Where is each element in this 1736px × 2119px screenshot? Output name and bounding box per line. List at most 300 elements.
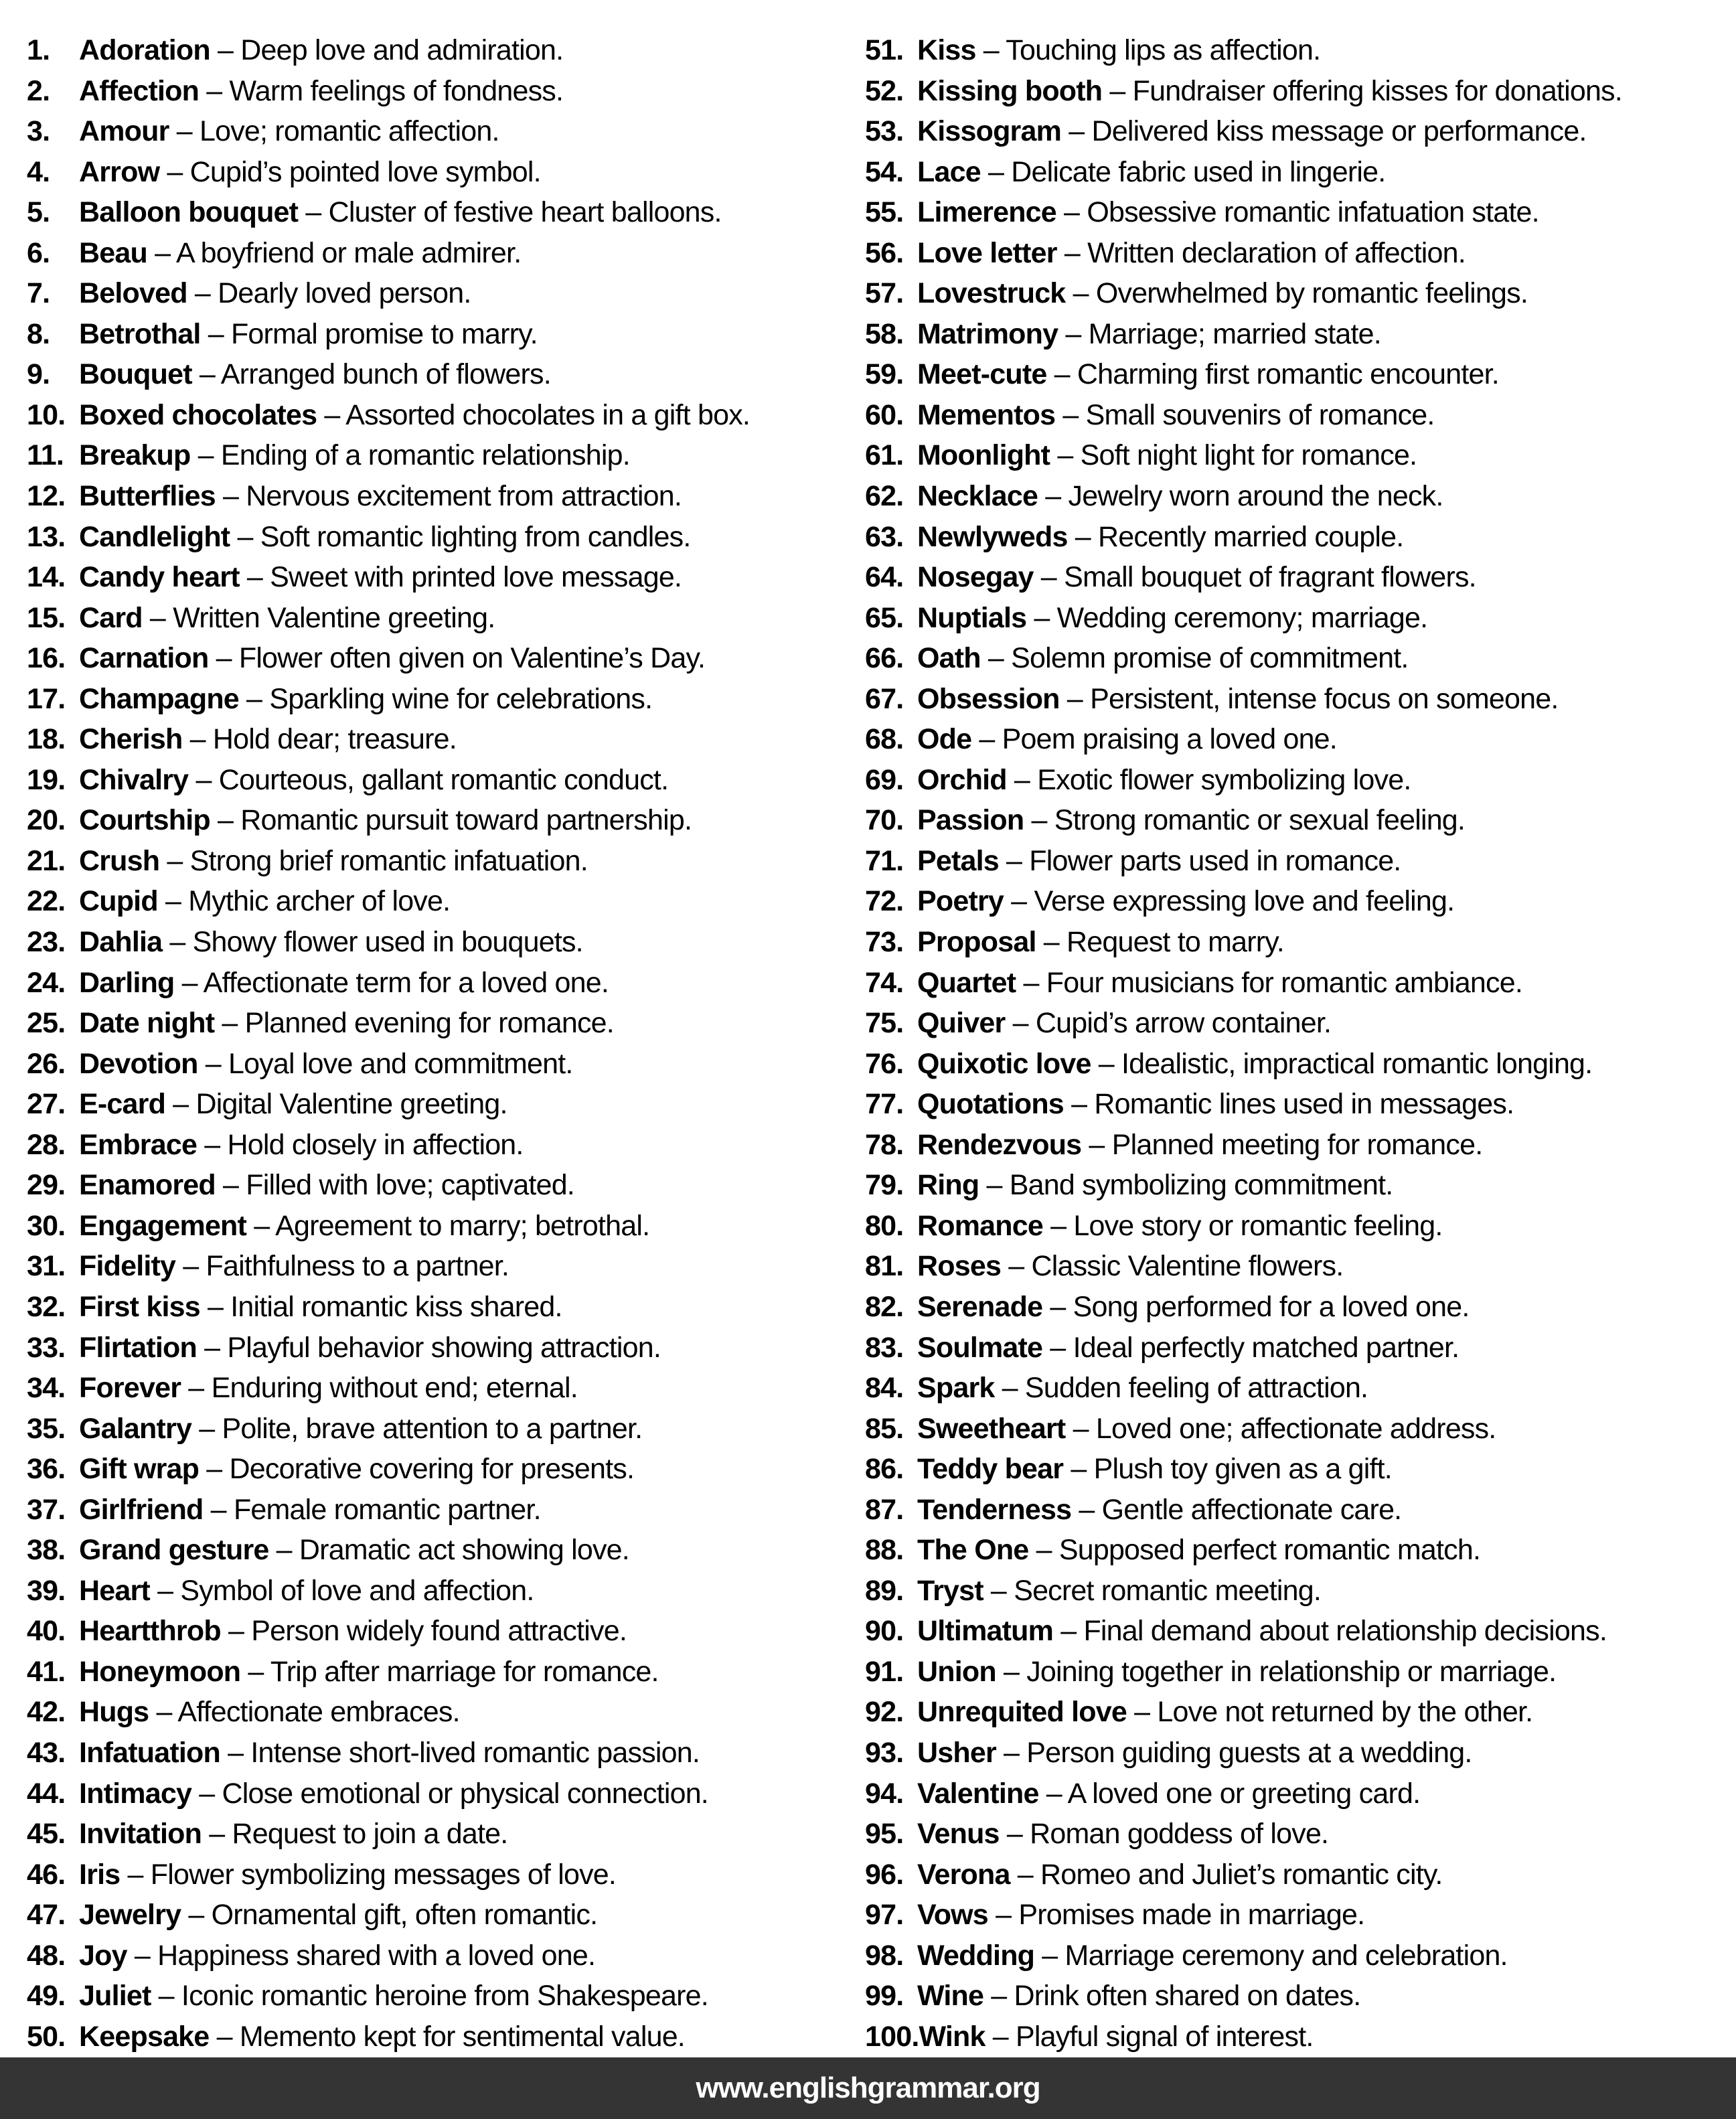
item-definition: – Written Valentine greeting. xyxy=(142,601,495,634)
item-text xyxy=(79,922,583,963)
item-term: Juliet xyxy=(79,1980,151,2013)
item-term: Proposal xyxy=(917,926,1036,959)
item-text xyxy=(917,1976,1360,2017)
item-term: Butterflies xyxy=(79,480,216,513)
list-item xyxy=(865,1328,1729,1368)
item-number: 18. xyxy=(27,723,66,756)
item-definition: – Agreement to marry; betrothal. xyxy=(246,1209,650,1242)
item-number: 35. xyxy=(27,1412,66,1445)
item-term: Quartet xyxy=(917,966,1016,999)
item-definition: – Romeo and Juliet’s romantic city. xyxy=(1010,1858,1443,1891)
item-number: 51. xyxy=(865,34,904,66)
list-item xyxy=(27,1530,865,1571)
item-number: 36. xyxy=(27,1453,66,1486)
item-number: 14. xyxy=(27,561,66,594)
item-number: 62. xyxy=(865,480,904,513)
list-item xyxy=(27,1814,865,1855)
item-number: 74. xyxy=(865,966,904,999)
list-item xyxy=(865,1976,1729,2017)
item-definition: – Charming first romantic encounter. xyxy=(1046,358,1499,391)
item-number: 89. xyxy=(865,1574,904,1607)
list-item xyxy=(865,557,1729,598)
word-list-column-left xyxy=(27,30,865,2057)
list-item xyxy=(865,517,1729,558)
item-text xyxy=(79,1936,595,1976)
item-number: 87. xyxy=(865,1493,904,1526)
item-text xyxy=(79,638,705,679)
item-text xyxy=(79,598,495,639)
item-definition: – Written declaration of affection. xyxy=(1056,236,1466,269)
list-item xyxy=(865,1287,1729,1328)
item-definition: – Decorative covering for presents. xyxy=(199,1453,635,1486)
item-number: 31. xyxy=(27,1250,66,1283)
item-text xyxy=(917,476,1443,517)
item-definition: – Warm feelings of fondness. xyxy=(199,74,564,107)
item-term: Orchid xyxy=(917,763,1007,796)
item-term: Fidelity xyxy=(79,1250,176,1283)
item-text xyxy=(917,395,1435,436)
item-text xyxy=(79,841,588,882)
item-number: 98. xyxy=(865,1939,904,1972)
item-text xyxy=(917,1368,1368,1409)
item-definition: – Affectionate embraces. xyxy=(149,1696,460,1729)
item-definition: – Cupid’s arrow container. xyxy=(1005,1007,1332,1040)
item-term: Keepsake xyxy=(79,2020,210,2053)
item-text xyxy=(917,354,1499,395)
item-term: Quixotic love xyxy=(917,1047,1091,1080)
item-text xyxy=(79,1044,573,1085)
item-text xyxy=(79,760,668,801)
item-definition: – Formal promise to marry. xyxy=(200,317,538,350)
item-number: 66. xyxy=(865,642,904,675)
item-term: Vows xyxy=(917,1899,988,1932)
item-term: Girlfriend xyxy=(79,1493,204,1526)
item-text xyxy=(917,1733,1472,1774)
list-item xyxy=(865,1368,1729,1409)
item-text xyxy=(917,557,1476,598)
item-text xyxy=(79,1530,629,1571)
item-term: Quiver xyxy=(917,1007,1006,1040)
item-text xyxy=(79,1409,642,1449)
item-definition: – Trip after marriage for romance. xyxy=(240,1655,659,1688)
list-item xyxy=(27,1490,865,1531)
item-number: 92. xyxy=(865,1696,904,1729)
item-definition: – Ending of a romantic relationship. xyxy=(190,439,630,472)
item-definition: – Request to marry. xyxy=(1036,926,1284,959)
item-definition: – Hold dear; treasure. xyxy=(182,723,457,756)
item-definition: – Romantic lines used in messages. xyxy=(1063,1088,1514,1121)
item-number: 58. xyxy=(865,317,904,350)
list-item xyxy=(865,760,1729,801)
list-item xyxy=(27,598,865,639)
list-item xyxy=(865,800,1729,841)
item-definition: – Symbol of love and affection. xyxy=(149,1574,534,1607)
item-term: Grand gesture xyxy=(79,1534,269,1567)
item-definition: – Love; romantic affection. xyxy=(169,115,499,148)
item-text xyxy=(79,1125,524,1166)
item-term: Nosegay xyxy=(917,561,1034,594)
item-definition: – Love story or romantic feeling. xyxy=(1042,1209,1443,1242)
item-term: Gift wrap xyxy=(79,1453,200,1486)
item-definition: – Person guiding guests at a wedding. xyxy=(996,1736,1472,1769)
list-item xyxy=(865,314,1729,355)
item-text xyxy=(79,314,538,355)
item-number: 17. xyxy=(27,682,66,715)
list-item xyxy=(27,1084,865,1125)
item-text xyxy=(919,2017,1314,2057)
item-definition: – Delivered kiss message or performance. xyxy=(1061,115,1587,148)
item-text xyxy=(917,1530,1480,1571)
item-text xyxy=(79,1449,634,1490)
item-number: 72. xyxy=(865,885,904,918)
item-text xyxy=(79,1328,661,1368)
item-text xyxy=(917,1571,1321,1612)
item-definition: – Obsessive romantic infatuation state. xyxy=(1056,196,1539,229)
item-definition: – Four musicians for romantic ambiance. xyxy=(1016,966,1522,999)
list-item xyxy=(27,1044,865,1085)
item-definition: – Solemn promise of commitment. xyxy=(980,642,1409,675)
item-definition: – Idealistic, impractical romantic longing. xyxy=(1091,1047,1593,1080)
item-text xyxy=(79,354,551,395)
item-number: 93. xyxy=(865,1736,904,1769)
list-item xyxy=(865,354,1729,395)
item-definition: – Loyal love and commitment. xyxy=(198,1047,573,1080)
item-term: Wedding xyxy=(917,1939,1035,1972)
item-definition: – Plush toy given as a gift. xyxy=(1063,1453,1392,1486)
item-number: 47. xyxy=(27,1899,66,1932)
item-number: 78. xyxy=(865,1128,904,1161)
item-text xyxy=(79,273,471,314)
item-text xyxy=(917,30,1320,71)
item-number: 10. xyxy=(27,398,66,431)
item-text xyxy=(79,71,563,112)
list-item xyxy=(865,922,1729,963)
item-definition: – Filled with love; captivated. xyxy=(215,1169,574,1202)
item-text xyxy=(917,273,1528,314)
item-definition: – Arranged bunch of flowers. xyxy=(191,358,551,391)
list-item xyxy=(865,1246,1729,1287)
item-definition: – Final demand about relationship decisions. xyxy=(1053,1615,1607,1648)
item-term: Candy heart xyxy=(79,561,240,594)
item-term: First kiss xyxy=(79,1290,200,1323)
item-term: Heartthrob xyxy=(79,1615,221,1648)
item-number: 69. xyxy=(865,763,904,796)
item-number: 70. xyxy=(865,804,904,837)
item-number: 59. xyxy=(865,358,904,391)
item-text xyxy=(79,1652,659,1693)
item-number: 16. xyxy=(27,642,66,675)
item-number: 64. xyxy=(865,561,904,594)
item-term: Roses xyxy=(917,1250,1002,1283)
item-definition: – Dramatic act showing love. xyxy=(268,1534,629,1567)
item-number: 56. xyxy=(865,236,904,269)
item-text xyxy=(79,963,609,1004)
item-text xyxy=(79,679,652,720)
item-definition: – Cluster of festive heart balloons. xyxy=(298,196,722,229)
item-number: 90. xyxy=(865,1615,904,1648)
item-number: 83. xyxy=(865,1331,904,1364)
item-term: Verona xyxy=(917,1858,1010,1891)
item-text xyxy=(79,1368,578,1409)
item-definition: – Strong brief romantic infatuation. xyxy=(159,844,588,877)
item-number: 25. xyxy=(27,1007,66,1040)
list-item xyxy=(865,1936,1729,1976)
list-item xyxy=(865,71,1729,112)
item-term: Matrimony xyxy=(917,317,1058,350)
item-term: Teddy bear xyxy=(917,1453,1064,1486)
item-text xyxy=(917,1936,1508,1976)
item-term: Infatuation xyxy=(79,1736,220,1769)
item-number: 34. xyxy=(27,1372,66,1405)
item-definition: – Deep love and admiration. xyxy=(210,34,564,66)
list-item xyxy=(865,679,1729,720)
item-number: 50. xyxy=(27,2020,66,2053)
list-item xyxy=(865,435,1729,476)
item-term: Arrow xyxy=(79,155,160,188)
item-term: Kissing booth xyxy=(917,74,1103,107)
item-number: 84. xyxy=(865,1372,904,1405)
list-item xyxy=(27,30,865,71)
item-term: Embrace xyxy=(79,1128,198,1161)
list-item xyxy=(27,1328,865,1368)
list-item xyxy=(27,1733,865,1774)
list-item xyxy=(865,1530,1729,1571)
item-definition: – Drink often shared on dates. xyxy=(983,1980,1361,2013)
item-term: Wink xyxy=(919,2020,985,2053)
item-term: Petals xyxy=(917,844,999,877)
list-item xyxy=(27,517,865,558)
item-number: 20. xyxy=(27,804,66,837)
list-item xyxy=(27,476,865,517)
item-definition: – Recently married couple. xyxy=(1067,520,1404,553)
item-text xyxy=(917,841,1401,882)
item-text xyxy=(917,1328,1459,1368)
item-definition: – Band symbolizing commitment. xyxy=(979,1169,1393,1202)
item-term: Ultimatum xyxy=(917,1615,1054,1648)
item-definition: – Sparkling wine for celebrations. xyxy=(238,682,653,715)
item-term: Champagne xyxy=(79,682,239,715)
list-item xyxy=(27,1976,865,2017)
list-item xyxy=(27,1003,865,1044)
item-term: Venus xyxy=(917,1818,1000,1851)
item-definition: – Soft romantic lighting from candles. xyxy=(230,520,691,553)
item-number: 73. xyxy=(865,926,904,959)
item-term: Dahlia xyxy=(79,926,163,959)
item-definition: – Faithfulness to a partner. xyxy=(175,1250,509,1283)
item-text xyxy=(79,1692,460,1733)
item-text xyxy=(79,233,521,274)
item-term: Limerence xyxy=(917,196,1056,229)
item-number: 37. xyxy=(27,1493,66,1526)
item-text xyxy=(79,1774,708,1814)
item-term: Candlelight xyxy=(79,520,230,553)
item-term: Invitation xyxy=(79,1818,202,1851)
item-term: Union xyxy=(917,1655,996,1688)
item-text xyxy=(917,1409,1496,1449)
list-item xyxy=(865,1571,1729,1612)
item-number: 67. xyxy=(865,682,904,715)
item-text xyxy=(79,476,682,517)
item-term: Betrothal xyxy=(79,317,201,350)
item-definition: – Enduring without end; eternal. xyxy=(181,1372,578,1405)
item-number: 38. xyxy=(27,1534,66,1567)
item-number: 8. xyxy=(27,317,50,350)
item-term: Flirtation xyxy=(79,1331,197,1364)
item-definition: – Digital Valentine greeting. xyxy=(165,1088,507,1121)
list-item xyxy=(865,1814,1729,1855)
item-term: Valentine xyxy=(917,1777,1039,1810)
list-item xyxy=(865,719,1729,760)
item-text xyxy=(79,152,541,193)
item-number: 11. xyxy=(27,439,64,472)
item-definition: – Playful signal of interest. xyxy=(985,2020,1314,2053)
item-number: 29. xyxy=(27,1169,66,1202)
list-item xyxy=(865,1611,1729,1652)
list-item xyxy=(27,1611,865,1652)
item-term: Breakup xyxy=(79,439,191,472)
item-definition: – Nervous excitement from attraction. xyxy=(215,480,682,513)
item-term: Ode xyxy=(917,723,972,756)
item-term: Boxed chocolates xyxy=(79,398,317,431)
item-number: 79. xyxy=(865,1169,904,1202)
list-item xyxy=(865,476,1729,517)
item-definition: – Iconic romantic heroine from Shakespeare. xyxy=(151,1980,708,2013)
item-term: Romance xyxy=(917,1209,1043,1242)
item-text xyxy=(917,719,1337,760)
item-term: Forever xyxy=(79,1372,181,1405)
item-term: Wine xyxy=(917,1980,984,2013)
list-item xyxy=(865,881,1729,922)
list-item xyxy=(865,30,1729,71)
item-definition: – Overwhelmed by romantic feelings. xyxy=(1065,277,1528,310)
item-term: Cupid xyxy=(79,885,158,918)
item-number: 91. xyxy=(865,1655,904,1688)
item-term: Joy xyxy=(79,1939,127,1972)
list-item xyxy=(865,2017,1729,2057)
item-definition: – A boyfriend or male admirer. xyxy=(147,236,522,269)
item-definition: – Joining together in relationship or marriage. xyxy=(996,1655,1557,1688)
item-definition: – Gentle affectionate care. xyxy=(1071,1493,1402,1526)
item-term: Serenade xyxy=(917,1290,1043,1323)
item-number: 86. xyxy=(865,1453,904,1486)
item-text xyxy=(917,679,1559,720)
item-term: Enamored xyxy=(79,1169,216,1202)
list-item xyxy=(865,1044,1729,1085)
item-definition: – Song performed for a loved one. xyxy=(1042,1290,1470,1323)
item-term: Sweetheart xyxy=(917,1412,1066,1445)
item-text xyxy=(79,1976,708,2017)
item-term: Courtship xyxy=(79,804,210,837)
list-item xyxy=(27,679,865,720)
list-item xyxy=(27,354,865,395)
item-text xyxy=(917,1003,1331,1044)
item-number: 97. xyxy=(865,1899,904,1932)
list-item xyxy=(27,1409,865,1449)
item-text xyxy=(79,1003,614,1044)
list-item xyxy=(27,1652,865,1693)
item-term: Affection xyxy=(79,74,200,107)
list-item xyxy=(27,881,865,922)
item-term: Hugs xyxy=(79,1696,149,1729)
list-item xyxy=(865,395,1729,436)
item-definition: – Assorted chocolates in a gift box. xyxy=(317,398,751,431)
list-item xyxy=(27,1895,865,1936)
list-item xyxy=(27,1692,865,1733)
item-text xyxy=(917,963,1522,1004)
item-number: 5. xyxy=(27,196,50,229)
item-text xyxy=(79,1611,627,1652)
item-number: 23. xyxy=(27,926,66,959)
item-text xyxy=(917,1449,1392,1490)
list-item xyxy=(27,1855,865,1895)
item-text xyxy=(79,1246,509,1287)
item-term: Intimacy xyxy=(79,1777,192,1810)
item-definition: – Secret romantic meeting. xyxy=(983,1574,1321,1607)
item-definition: – Playful behavior showing attraction. xyxy=(196,1331,661,1364)
item-text xyxy=(917,1692,1532,1733)
item-text xyxy=(79,800,692,841)
item-definition: – Affectionate term for a loved one. xyxy=(174,966,609,999)
item-definition: – Mythic archer of love. xyxy=(157,885,451,918)
list-item xyxy=(27,841,865,882)
item-text xyxy=(917,760,1411,801)
item-term: Soulmate xyxy=(917,1331,1043,1364)
list-item xyxy=(27,1368,865,1409)
item-number: 61. xyxy=(865,439,904,472)
item-text xyxy=(917,1206,1443,1247)
item-number: 12. xyxy=(27,480,66,513)
list-item xyxy=(865,1692,1729,1733)
item-number: 81. xyxy=(865,1250,904,1283)
item-number: 57. xyxy=(865,277,904,310)
item-term: Rendezvous xyxy=(917,1128,1082,1161)
item-term: Date night xyxy=(79,1007,215,1040)
item-term: Tryst xyxy=(917,1574,983,1607)
item-number: 3. xyxy=(27,115,50,148)
item-definition: – Showy flower used in bouquets. xyxy=(162,926,583,959)
list-item xyxy=(865,1449,1729,1490)
item-number: 52. xyxy=(865,74,904,107)
item-number: 76. xyxy=(865,1047,904,1080)
item-definition: – Ideal perfectly matched partner. xyxy=(1042,1331,1459,1364)
item-definition: – Love not returned by the other. xyxy=(1126,1696,1533,1729)
list-item xyxy=(27,1449,865,1490)
item-number: 75. xyxy=(865,1007,904,1040)
item-definition: – Marriage; married state. xyxy=(1058,317,1381,350)
item-definition: – Marriage ceremony and celebration. xyxy=(1034,1939,1508,1972)
item-text xyxy=(917,1165,1393,1206)
item-definition: – Wedding ceremony; marriage. xyxy=(1026,601,1428,634)
item-number: 28. xyxy=(27,1128,66,1161)
item-text xyxy=(79,111,499,152)
item-term: Nuptials xyxy=(917,601,1027,634)
list-item xyxy=(27,719,865,760)
list-item xyxy=(27,800,865,841)
item-definition: – Persistent, intense focus on someone. xyxy=(1059,682,1559,715)
item-definition: – Initial romantic kiss shared. xyxy=(200,1290,562,1323)
item-text xyxy=(917,598,1427,639)
list-item xyxy=(865,1206,1729,1247)
item-definition: – Strong romantic or sexual feeling. xyxy=(1024,804,1466,837)
item-text xyxy=(917,1855,1443,1895)
item-text xyxy=(917,1125,1482,1166)
item-term: Quotations xyxy=(917,1088,1064,1121)
item-number: 49. xyxy=(27,1980,66,2013)
item-definition: – Request to join a date. xyxy=(202,1818,508,1851)
item-number: 4. xyxy=(27,155,50,188)
item-number: 88. xyxy=(865,1534,904,1567)
item-number: 7. xyxy=(27,277,50,310)
